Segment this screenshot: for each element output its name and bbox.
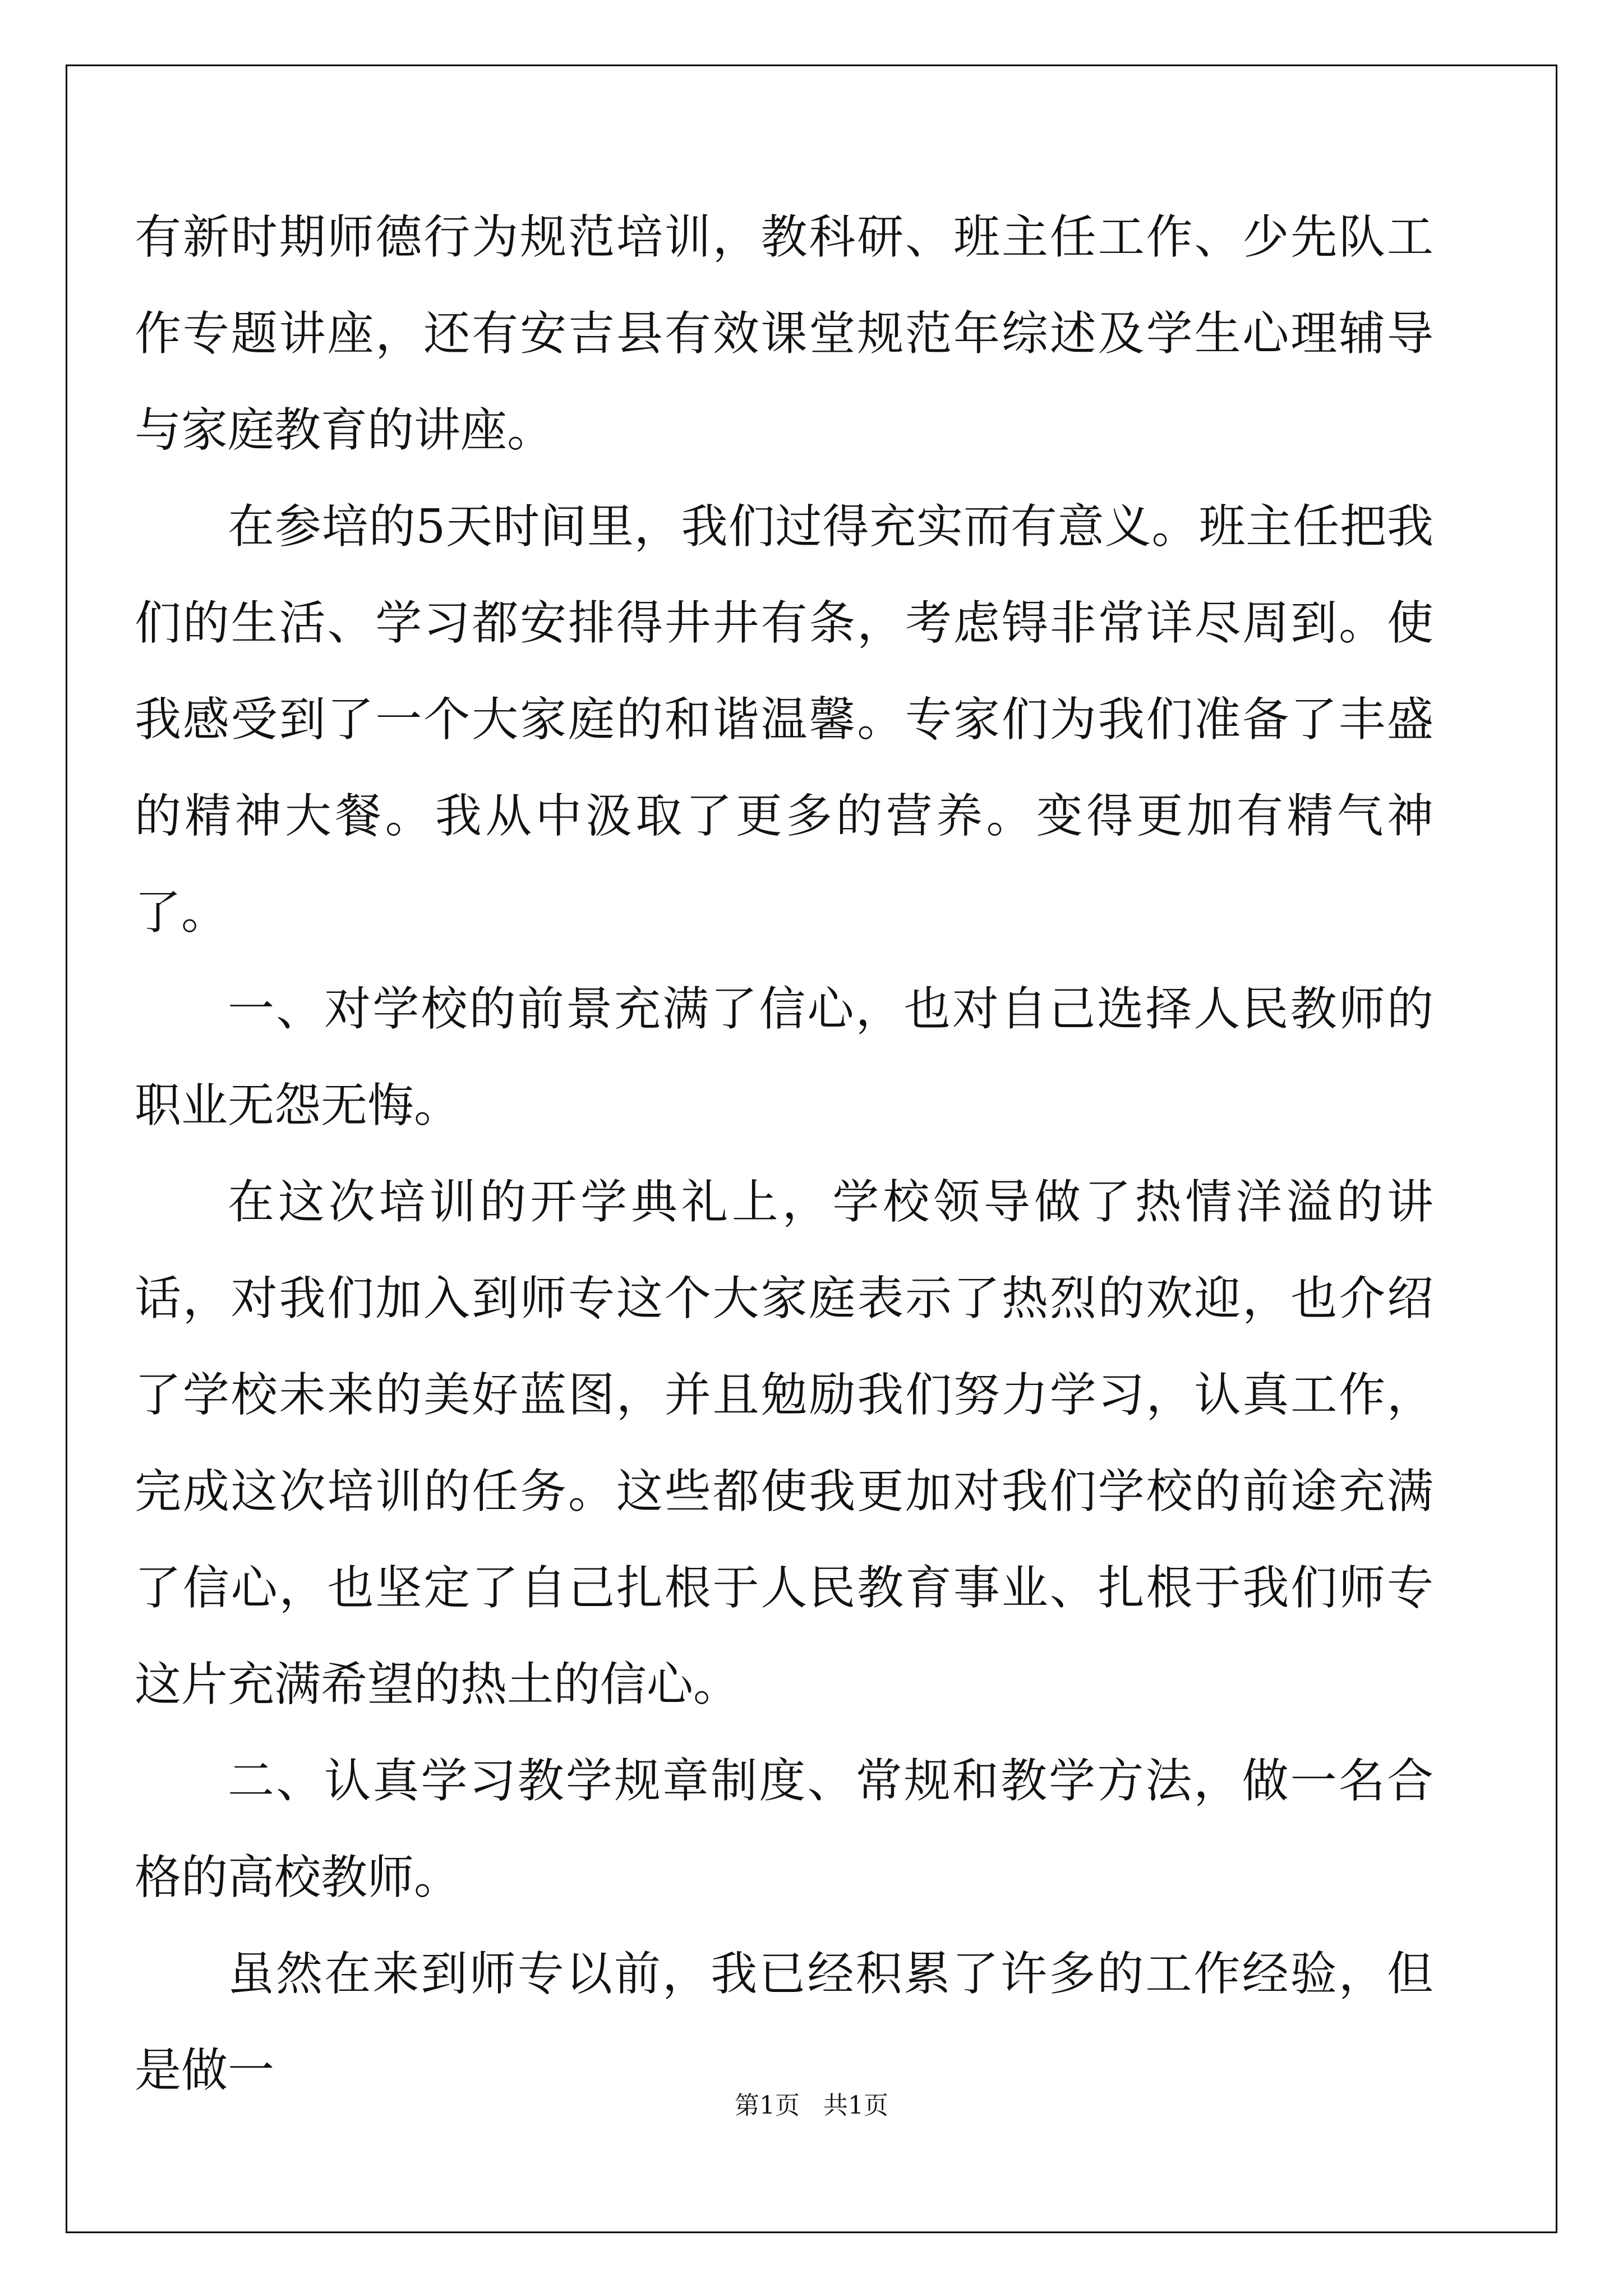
paragraph-3-heading: 一、对学校的前景充满了信心，也对自己选择人民教师的职业无怨无悔。 (135, 982, 1433, 1133)
paragraph-4: 在这次培训的开学典礼上，学校领导做了热情洋溢的讲话，对我们加入到师专这个大家庭表示了热烈的欢迎，也介绍了学校未来的美好蓝图，并且勉励我们努力学习，认真工作，完成这次培训的任务。这些都使我更加对我们学校的前途充满了信心，也坚定了自己扎根于人民教育事业、扎根于我们师专这片充满希望的热土的信心。 (135, 1175, 1433, 1711)
paragraph-1: 有新时期师德行为规范培训，教科研、班主任工作、少先队工作专题讲座，还有安吉县有效课堂规范年综述及学生心理辅导与家庭教育的讲座。 (135, 210, 1433, 457)
page-footer: 第1页 共1页 (735, 2091, 888, 2120)
paragraph-2: 在参培的5天时间里，我们过得充实而有意义。班主任把我们的生活、学习都安排得井井有条，考虑锝非常详尽周到。使我感受到了一个大家庭的和谐温馨。专家们为我们准备了丰盛的精神大餐。我从中汲取了更多的营养。变得更加有精气神了。 (135, 499, 1433, 940)
paragraph-5-heading: 二、认真学习教学规章制度、常规和教学方法，做一名合格的高校教师。 (135, 1754, 1433, 1904)
paragraph-6: 虽然在来到师专以前，我已经积累了许多的工作经验，但是做一 (135, 1947, 1433, 2097)
document-body (135, 189, 1433, 2119)
